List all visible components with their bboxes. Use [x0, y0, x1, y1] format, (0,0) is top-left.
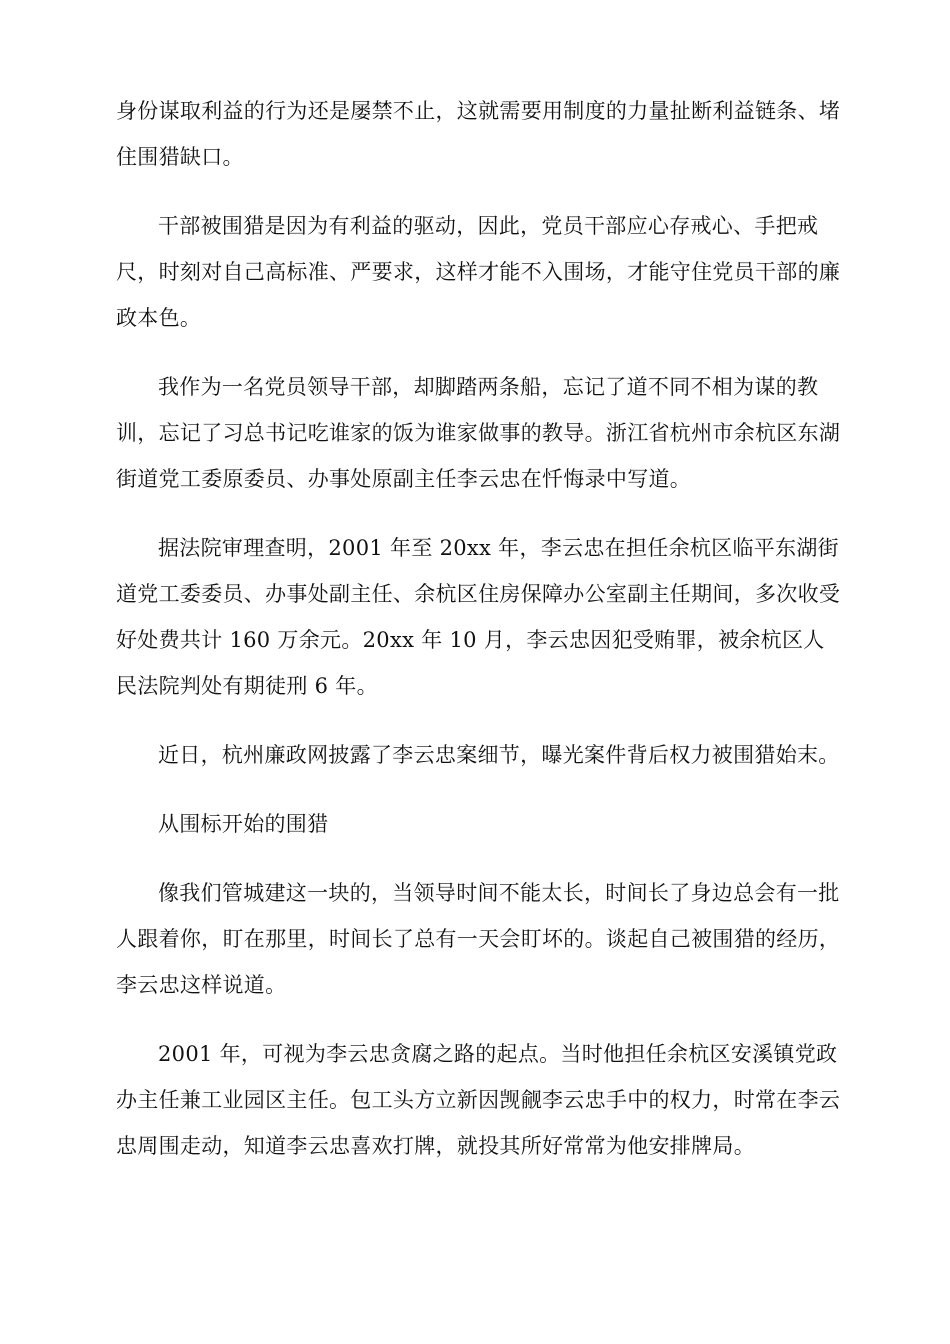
- paragraph-7: 2001 年，可视为李云忠贪腐之路的起点。当时他担任余杭区安溪镇党政办主任兼工业园区主任。包工头方立新因觊觎李云忠手中的权力，时常在李云忠周围走动，知道李云忠喜欢打牌，就投其所好常常为他安排牌局。: [116, 1042, 841, 1158]
- document-body: [116, 88, 844, 1192]
- section-heading: 从围标开始的围猎: [158, 812, 329, 836]
- paragraph-6: 像我们管城建这一块的，当领导时间不能太长，时间长了身边总会有一批人跟着你，盯在那里，时间长了总有一天会盯坏的。谈起自己被围猎的经历，李云忠这样说道。: [116, 881, 841, 997]
- paragraph-3: 我作为一名党员领导干部，却脚踏两条船，忘记了道不同不相为谋的教训，忘记了习总书记吃谁家的饭为谁家做事的教导。浙江省杭州市余杭区东湖街道党工委原委员、办事处原副主任李云忠在忏悔录中写道。: [116, 375, 841, 491]
- paragraph-5: 近日，杭州廉政网披露了李云忠案细节，曝光案件背后权力被围猎始末。: [158, 743, 840, 767]
- paragraph-1: 身份谋取利益的行为还是屡禁不止，这就需要用制度的力量扯断利益链条、堵住围猎缺口。: [116, 99, 841, 169]
- paragraph-4: 据法院审理查明，2001 年至 20xx 年，李云忠在担任余杭区临平东湖街道党工委委员、办事处副主任、余杭区住房保障办公室副主任期间，多次收受好处费共计 160 万余元。20xx 年 10 月，李云忠因犯受贿罪，被余杭区人民法院判处有期徒刑 6 年。: [116, 536, 841, 698]
- paragraph-2: 干部被围猎是因为有利益的驱动，因此，党员干部应心存戒心、手把戒尺，时刻对自己高标准、严要求，这样才能不入围场，才能守住党员干部的廉政本色。: [116, 214, 841, 330]
